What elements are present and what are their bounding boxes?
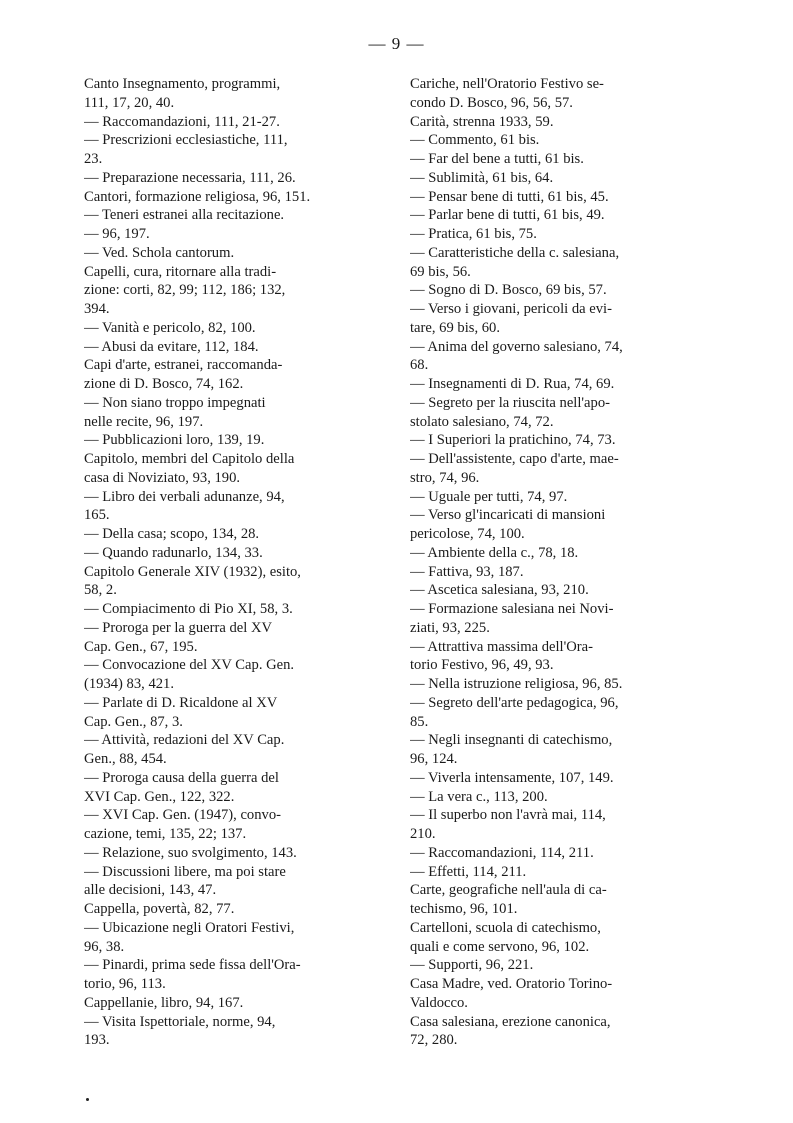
- index-line: techismo, 96, 101.: [410, 901, 518, 917]
- index-line: — XVI Cap. Gen. (1947), convo-: [84, 807, 281, 824]
- index-line: — Ved. Schola cantorum.: [84, 244, 235, 261]
- index-line: — Verso gl'incaricati di mansioni: [410, 507, 606, 524]
- index-line: — Non siano troppo impegnati: [84, 394, 266, 411]
- index-line: stro, 74, 96.: [410, 469, 480, 486]
- index-line: — Formazione salesiana nei Novi-: [410, 601, 614, 617]
- index-line: Carità, strenna 1933, 59.: [410, 113, 554, 130]
- index-line: — Ubicazione negli Oratori Festivi,: [84, 919, 295, 936]
- index-line: torio Festivo, 96, 49, 93.: [410, 657, 554, 674]
- index-line: — Attrattiva massima dell'Ora-: [410, 638, 593, 655]
- index-line: 111, 17, 20, 40.: [84, 94, 175, 111]
- index-line: — Nella istruzione religiosa, 96, 85.: [410, 676, 623, 692]
- index-line: Capitolo, membri del Capitolo della: [84, 451, 295, 467]
- index-line: nelle recite, 96, 197.: [84, 413, 204, 430]
- index-line: — Sublimità, 61 bis, 64.: [410, 169, 554, 186]
- index-line: — Segreto dell'arte pedagogica, 96,: [410, 694, 619, 711]
- page-number: — 9 —: [368, 34, 425, 53]
- index-line: — Uguale per tutti, 74, 97.: [410, 488, 568, 505]
- index-line: condo D. Bosco, 96, 56, 57.: [410, 94, 573, 111]
- index-line: 69 bis, 56.: [410, 263, 471, 280]
- index-line: — Negli insegnanti di catechismo,: [410, 732, 613, 749]
- index-line: — Pensar bene di tutti, 61 bis, 45.: [410, 188, 609, 205]
- index-line: — La vera c., 113, 200.: [410, 788, 548, 805]
- index-line: — Viverla intensamente, 107, 149.: [410, 769, 614, 786]
- index-line: quali e come servono, 96, 102.: [410, 938, 590, 955]
- index-line: — Abusi da evitare, 112, 184.: [84, 338, 259, 355]
- index-line: Cartelloni, scuola di catechismo,: [410, 919, 601, 936]
- index-line: 210.: [410, 826, 436, 842]
- index-line: Valdocco.: [410, 994, 468, 1011]
- index-line: Capelli, cura, ritornare alla tradi-: [84, 263, 277, 280]
- index-line: 96, 124.: [410, 751, 458, 767]
- index-line: — Attività, redazioni del XV Cap.: [84, 732, 285, 749]
- index-line: — Raccomandazioni, 114, 211.: [410, 844, 594, 861]
- index-line: 72, 280.: [410, 1032, 458, 1049]
- index-line: Casa Madre, ved. Oratorio Torino-: [410, 976, 613, 992]
- index-line: — I Superiori la pratichino, 74, 73.: [410, 432, 616, 449]
- index-line: XVI Cap. Gen., 122, 322.: [84, 788, 235, 805]
- index-line: 165.: [84, 507, 110, 524]
- index-line: 193.: [84, 1032, 110, 1049]
- index-line: — Libro dei verbali adunanze, 94,: [84, 488, 285, 505]
- index-line: Gen., 88, 454.: [84, 751, 167, 767]
- index-line: — Compiacimento di Pio XI, 58, 3.: [84, 601, 293, 617]
- index-line: — Quando radunarlo, 134, 33.: [84, 544, 263, 561]
- index-line: pericolose, 74, 100.: [410, 526, 525, 542]
- index-line: — Parlate di D. Ricaldone al XV: [84, 694, 278, 711]
- index-line: — Far del bene a tutti, 61 bis.: [410, 151, 584, 167]
- index-line: — Proroga per la guerra del XV: [84, 619, 273, 636]
- index-line: — Sogno di D. Bosco, 69 bis, 57.: [410, 282, 607, 299]
- index-line: zione: corti, 82, 99; 112, 186; 132,: [84, 282, 286, 299]
- index-line: — Pratica, 61 bis, 75.: [410, 226, 537, 242]
- index-line: — Ascetica salesiana, 93, 210.: [410, 582, 589, 599]
- index-line: — Segreto per la riuscita nell'apo-: [410, 394, 610, 411]
- index-line: 96, 38.: [84, 938, 125, 955]
- index-line: Cappellanie, libro, 94, 167.: [84, 994, 244, 1011]
- index-line: — Ambiente della c., 78, 18.: [410, 544, 579, 561]
- index-line: — Pubblicazioni loro, 139, 19.: [84, 432, 265, 449]
- index-line: — Parlar bene di tutti, 61 bis, 49.: [410, 207, 605, 224]
- index-line: tare, 69 bis, 60.: [410, 319, 500, 336]
- index-line: Cappella, povertà, 82, 77.: [84, 901, 235, 917]
- index-line: Canto Insegnamento, programmi,: [84, 76, 281, 92]
- index-line: Cantori, formazione religiosa, 96, 151.: [84, 188, 311, 205]
- index-line: 68.: [410, 357, 429, 374]
- index-line: Capitolo Generale XIV (1932), esito,: [84, 563, 301, 580]
- index-line: — Proroga causa della guerra del: [84, 769, 279, 786]
- index-line: — Pinardi, prima sede fissa dell'Ora-: [84, 957, 301, 974]
- index-line: — Dell'assistente, capo d'arte, mae-: [410, 451, 619, 467]
- index-line: 394.: [84, 301, 110, 317]
- index-line: — Anima del governo salesiano, 74,: [410, 338, 623, 355]
- index-line: Capi d'arte, estranei, raccomanda-: [84, 357, 283, 374]
- index-column-left: [84, 75, 402, 1050]
- index-line: ziati, 93, 225.: [410, 619, 490, 636]
- index-line: Casa salesiana, erezione canonica,: [410, 1013, 611, 1030]
- index-line: torio, 96, 113.: [84, 976, 166, 992]
- index-line: — Convocazione del XV Cap. Gen.: [84, 657, 295, 674]
- index-line: — Supporti, 96, 221.: [410, 957, 534, 974]
- index-line: casa di Noviziato, 93, 190.: [84, 469, 241, 486]
- index-line: — Insegnamenti di D. Rua, 74, 69.: [410, 376, 615, 392]
- index-line: — Il superbo non l'avrà mai, 114,: [410, 807, 606, 824]
- index-line: — 96, 197.: [84, 226, 150, 242]
- index-line: — Effetti, 114, 211.: [410, 863, 527, 880]
- index-line: 58, 2.: [84, 582, 117, 599]
- stray-dot-mark: [86, 1098, 89, 1101]
- index-line: — Commento, 61 bis.: [410, 132, 540, 149]
- index-line: 23.: [84, 151, 103, 167]
- index-line: (1934) 83, 421.: [84, 676, 174, 692]
- index-column-right: [410, 75, 728, 1050]
- index-line: — Della casa; scopo, 134, 28.: [84, 526, 260, 542]
- index-line: Cap. Gen., 87, 3.: [84, 713, 183, 730]
- index-line: zione di D. Bosco, 74, 162.: [84, 376, 244, 392]
- index-line: alle decisioni, 143, 47.: [84, 882, 217, 899]
- index-line: 85.: [410, 713, 429, 730]
- index-line: — Raccomandazioni, 111, 21-27.: [84, 113, 280, 130]
- index-line: — Prescrizioni ecclesiastiche, 111,: [84, 132, 288, 149]
- index-line: Cap. Gen., 67, 195.: [84, 638, 198, 655]
- index-line: Carte, geografiche nell'aula di ca-: [410, 882, 607, 899]
- index-line: — Discussioni libere, ma poi stare: [84, 863, 286, 880]
- index-line: — Vanità e pericolo, 82, 100.: [84, 319, 256, 336]
- index-line: cazione, temi, 135, 22; 137.: [84, 826, 247, 842]
- index-line: stolato salesiano, 74, 72.: [410, 413, 554, 430]
- index-line: — Preparazione necessaria, 111, 26.: [84, 169, 296, 186]
- index-line: — Verso i giovani, pericoli da evi-: [410, 301, 612, 317]
- index-line: Cariche, nell'Oratorio Festivo se-: [410, 76, 604, 92]
- index-line: — Fattiva, 93, 187.: [410, 563, 524, 580]
- index-line: — Relazione, suo svolgimento, 143.: [84, 844, 297, 861]
- index-line: — Visita Ispettoriale, norme, 94,: [84, 1013, 276, 1030]
- index-line: — Caratteristiche della c. salesiana,: [410, 244, 620, 261]
- index-line: — Teneri estranei alla recitazione.: [84, 207, 285, 224]
